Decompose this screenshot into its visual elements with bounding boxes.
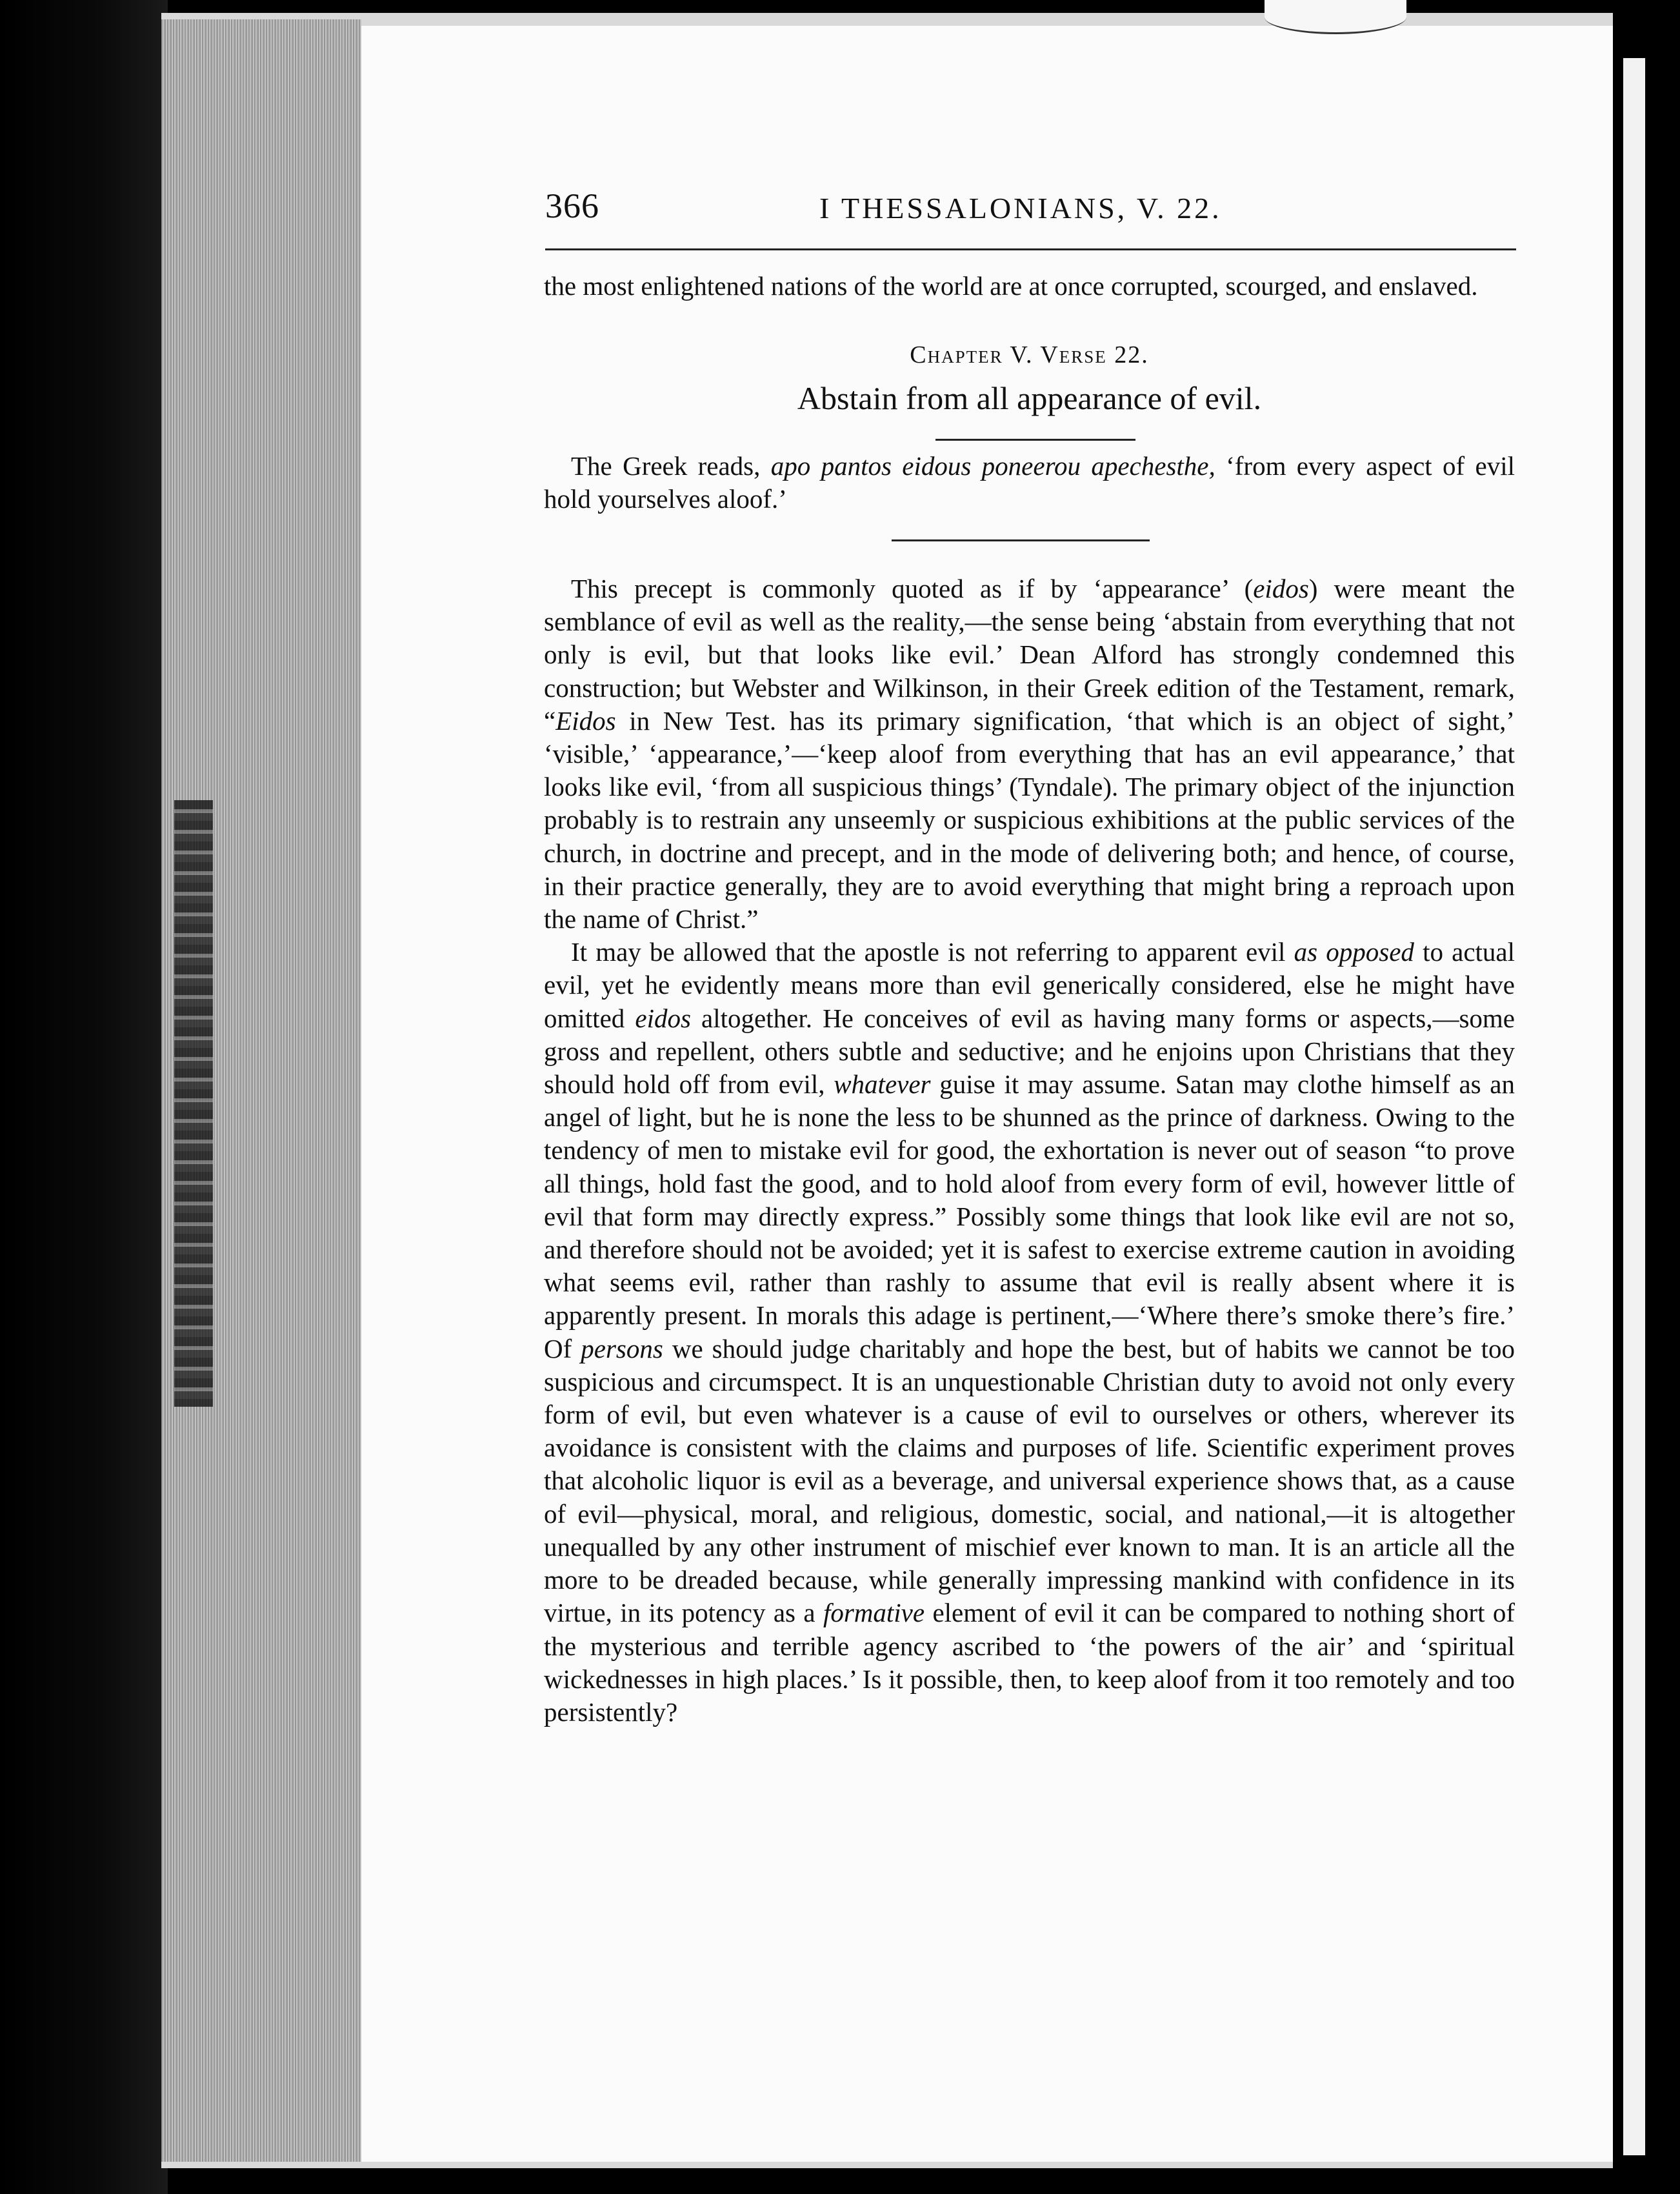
page-number: 366 (545, 186, 599, 225)
greek-phrase: apo pantos eidous poneerou apechesthe, (770, 451, 1215, 481)
page-header (545, 186, 1516, 237)
book-binding-edge (0, 0, 168, 2194)
carryover-paragraph: the most enlightened nations of the world are at once corrupted, scourged, and enslaved. (544, 271, 1478, 301)
library-stamp (174, 800, 213, 1407)
paragraph-1: This precept is commonly quoted as if by ‘appearance’ (eidos) were meant the semblance of evil as well as the reality,—the sense being ‘abstain from everything that not only is evil, but that looks like evil.’ Dean Alford has strongly condemned this construction; but Webster and Wilkinson, in their Greek edition of the Testament, remark, “Eidos in New Test. has its primary signification, ‘that which is an object of sight,’ ‘visible,’ ‘appearance,’—‘keep aloof from everything that has an evil appearance,’ that looks like evil, ‘from all suspicious things’ (Tyndale). The primary object of the injunction probably is to restrain any unseemly or suspicious exhibitions at the public services of the church, in doctrine and precept, and in the mode of delivering both; and hence, of course, in their practice generally, they are to avoid everything that might bring a reproach upon the name of Christ.” (544, 574, 1515, 934)
page-curl (1265, 0, 1406, 34)
verse-text: Abstain from all appearance of evil. (797, 380, 1262, 416)
section-rule (892, 539, 1150, 541)
header-rule (545, 248, 1516, 250)
paragraph-2: It may be allowed that the apostle is not referring to apparent evil as opposed to actual evil, yet he evidently means more than evil generically considered, else he might have omitted eidos altogether. He conceives of evil as having many forms or aspects,—some gross and repellent, others subtle and seductive; and he enjoins upon Christians that they should hold off from evil, whatever guise it may assume. Satan may clothe himself as an angel of light, but he is none the less to be shunned as the prince of darkness. Owing to the tendency of men to mistake evil for good, the exhortation is never out of season “to prove all things, hold fast the good, and to hold aloof from every form of evil, however little of evil that form may directly express.” Possibly some things that look like evil are not so, and therefore should not be avoided; yet it is safest to exercise extreme caution in avoiding what seems evil, rather than rashly to assume that evil is really absent where it is apparently present. In morals this adage is pertinent,—‘Where there’s smoke there’s fire.’ Of persons we should judge charitably and hope the best, but of habits we cannot be too suspicious and circumspect. It is an unquestionable Christian duty to avoid not only every form of evil, but even whatever is a cause of evil to ourselves or others, wherever its avoidance is consistent with the claims and purposes of life. Scientific experiment proves that alcoholic liquor is evil as a beverage, and universal experience shows that, as a cause of evil—physical, moral, and religious, domestic, social, and national,—it is altogether unequalled by any other instrument of mischief ever known to man. It is an article all the more to be dreaded because, while generally impressing mankind with confidence in its virtue, in its potency as a formative element of evil it can be compared to nothing short of the mysterious and terrible agency ascribed to ‘the powers of the air’ and ‘spiritual wickednesses in high places.’ Is it possible, then, to keep aloof from it too remotely and too persistently? (544, 937, 1515, 1727)
running-head: I THESSALONIANS, V. 22. (819, 192, 1222, 225)
right-page-edge (1613, 13, 1680, 2194)
commentary-body (544, 572, 1515, 1729)
greek-note: The Greek reads, apo pantos eidous poneerou apechesthe, ‘from every aspect of evil hold yourselves aloof.’ (544, 451, 1515, 514)
chapter-heading: Chapter V. Verse 22. (910, 341, 1149, 368)
carryover-text (544, 270, 1515, 303)
verse-rule (935, 439, 1135, 441)
